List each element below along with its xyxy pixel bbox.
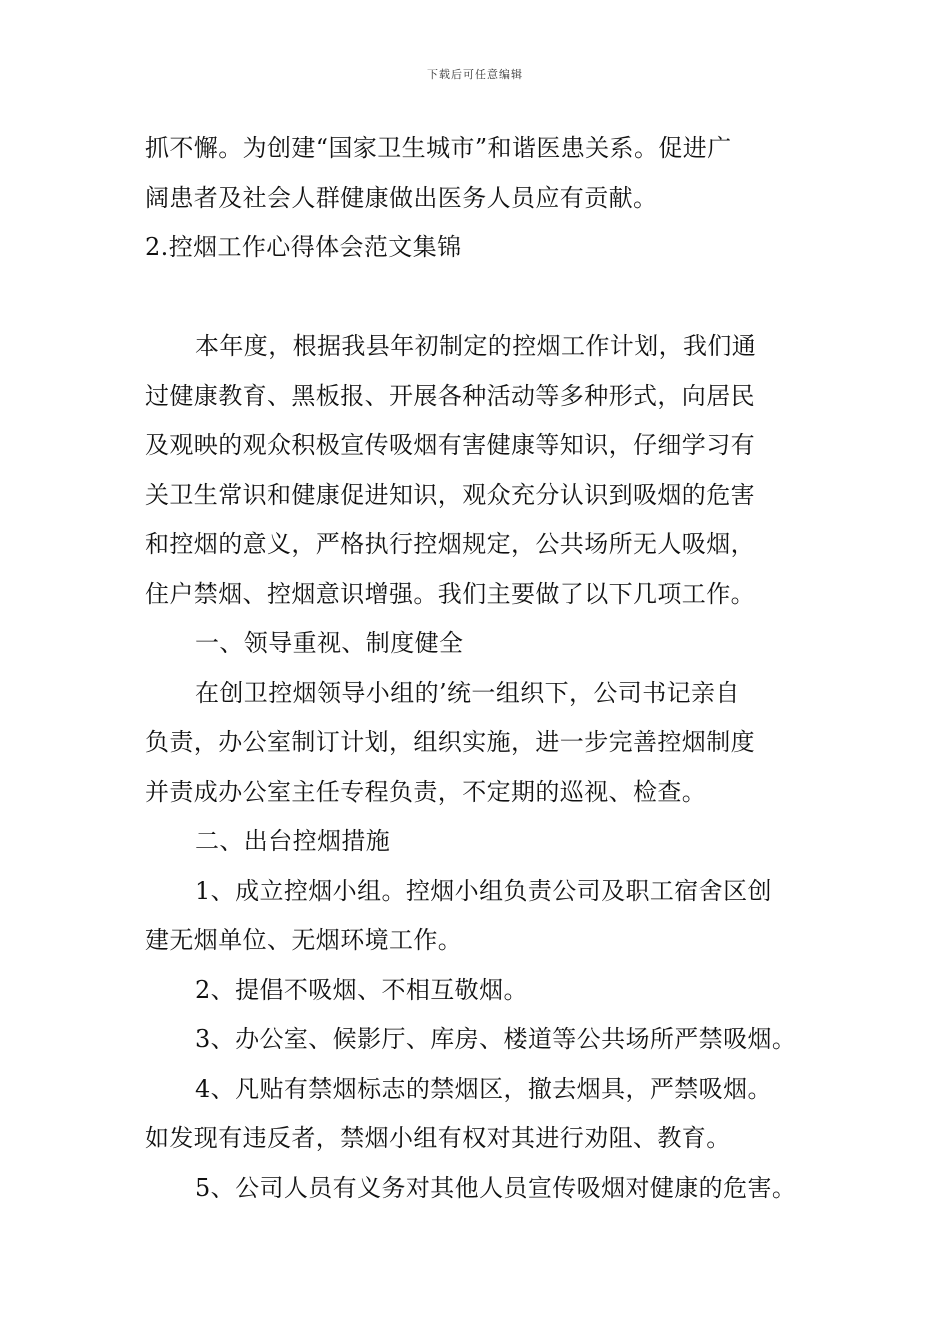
document-body <box>145 124 815 1213</box>
text-line: 及观映的观众积极宣传吸烟有害健康等知识，仔细学习有 <box>145 431 755 459</box>
blank-line <box>145 273 815 323</box>
list-item: 2、提倡不吸烟、不相互敬烟。 <box>195 975 528 1004</box>
text-line: 阔患者及社会人群健康做出医务人员应有贡献。 <box>145 183 658 212</box>
text-line: 负责，办公室制订计划，组织实施，进一步完善控烟制度 <box>145 728 755 756</box>
text-line: 抓不懈。为创建“国家卫生城市”和谐医患关系。促进广 <box>145 134 732 162</box>
text-line: 关卫生常识和健康促进知识，观众充分认识到吸烟的危害 <box>145 480 755 509</box>
text-line: 如发现有违反者，禁烟小组有权对其进行劝阻、教育。 <box>145 1124 731 1152</box>
list-item: 4、凡贴有禁烟标志的禁烟区，撤去烟具，严禁吸烟。 <box>195 1074 772 1103</box>
list-item: 1、成立控烟小组。控烟小组负责公司及职工宿舍区创 <box>195 876 772 905</box>
list-item: 3、办公室、候影厅、库房、楼道等公共场所严禁吸烟。 <box>195 1025 797 1053</box>
text-line: 过健康教育、黑板报、开展各种活动等多种形式，向居民 <box>145 381 755 410</box>
subheading-measures: 二、出台控烟措施 <box>195 827 391 855</box>
text-line: 并责成办公室主任专程负责，不定期的巡视、检查。 <box>145 777 707 806</box>
paragraph-start: 在创卫控烟领导小组的’统一组织下，公司书记亲自 <box>195 678 740 707</box>
list-item: 5、公司人员有义务对其他人员宣传吸烟对健康的危害。 <box>195 1173 797 1202</box>
page-header: 下载后可任意编辑 <box>427 68 523 81</box>
section-heading: 2.控烟工作心得体会范文集锦 <box>145 233 462 261</box>
text-line: 住户禁烟、控烟意识增强。我们主要做了以下几项工作。 <box>145 579 755 608</box>
paragraph-start: 本年度，根据我县年初制定的控烟工作计划，我们通 <box>195 332 757 360</box>
text-line: 建无烟单位、无烟环境工作。 <box>145 926 463 954</box>
text-line: 和控烟的意义，严格执行控烟规定，公共场所无人吸烟， <box>145 530 755 558</box>
subheading-leadership: 一、领导重视、制度健全 <box>195 629 464 657</box>
